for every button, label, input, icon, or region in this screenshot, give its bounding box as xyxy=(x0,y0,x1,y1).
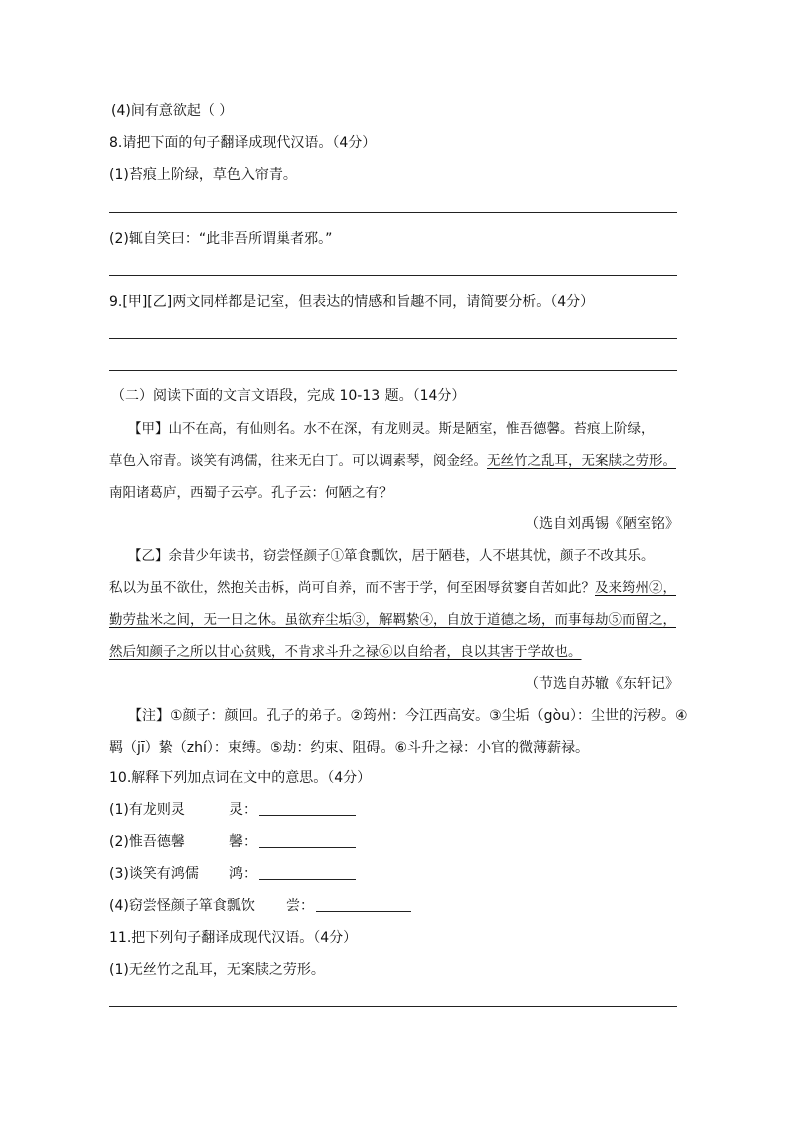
yi-line-1: 【乙】余昔少年读书，窃尝怪颜子①箪食瓢饮，居于陋巷，人不堪其忧，颜子不改其乐。 xyxy=(128,548,655,564)
q8-answer-line-1[interactable] xyxy=(109,212,677,213)
q11-title: 11.把下列句子翻译成现代汉语。（4分） xyxy=(109,930,358,946)
q7-item4 xyxy=(111,102,233,120)
jia-line-3: 南阳诸葛庐，西蜀子云亭。孔子云：何陋之有？ xyxy=(109,485,393,501)
q9-answer-line-1[interactable] xyxy=(109,338,677,339)
q10-item-3-answer xyxy=(229,865,356,883)
q10-item-1-blank[interactable] xyxy=(259,801,356,816)
jia-line-2a: 草色入帘青。谈笑有鸿儒，往来无白丁。可以调素琴，阅金经。 xyxy=(109,453,487,469)
jia-line-1: 【甲】山不在高，有仙则名。水不在深，有龙则灵。斯是陋室，惟吾德馨。苔痕上阶绿， xyxy=(128,421,655,437)
q10-item-1-answer xyxy=(229,801,356,819)
q8-answer-line-2[interactable] xyxy=(109,275,677,276)
q8-sentence-2: (2)辄自笑曰：“此非吾所谓巢者邪。” xyxy=(109,231,333,247)
q10-item-3-word: 鸿： xyxy=(229,866,257,882)
q10-item-2-answer xyxy=(229,833,356,851)
q10-item-3-question: (3)谈笑有鸿儒 xyxy=(109,866,199,882)
q10-item-2-word: 馨： xyxy=(229,834,257,850)
q7-item4-text: (4)间有意欲起 xyxy=(111,103,201,119)
q10-item-1-question: (1)有龙则灵 xyxy=(109,802,185,818)
jia-source: （选自刘禹锡《陋室铭》 xyxy=(525,516,679,532)
yi-line-2b-underlined: 及来筠州②， xyxy=(595,580,676,596)
q8-sentence-1: (1)苔痕上阶绿，草色入帘青。 xyxy=(109,167,297,183)
q10-item-4-word: 尝： xyxy=(286,898,314,914)
q10-item-4-answer xyxy=(286,897,411,915)
q10-item-4 xyxy=(109,897,255,915)
section2-title: （二）阅读下面的文言文语段，完成 10-13 题。（14分） xyxy=(111,388,466,404)
q11-sentence-1: (1)无丝竹之乱耳，无案牍之劳形。 xyxy=(109,962,325,978)
q10-item-2 xyxy=(109,833,185,851)
q10-item-3-blank[interactable] xyxy=(259,865,356,880)
q8-title: 8.请把下面的句子翻译成现代汉语。（4分） xyxy=(109,135,377,151)
jia-line-2b-underlined: 无丝竹之乱耳，无案牍之劳形。 xyxy=(487,453,676,469)
q10-item-2-question: (2)惟吾德馨 xyxy=(109,834,185,850)
yi-line-4-underlined: 然后知颜子之所以甘心贫贱，不肯求斗升之禄⑥以自给者，良以其害于学故也。 xyxy=(109,644,582,660)
yi-line-3-underlined: 勤劳盐米之间，无一日之休。虽欲弃尘垢③，解羁絷④，自放于道德之场，而事每劫⑤而留之， xyxy=(109,612,676,628)
q10-item-3 xyxy=(109,865,199,883)
q9-title: 9.[甲][乙]两文同样都是记室，但表达的情感和旨趣不同，请简要分析。（4分） xyxy=(109,294,595,310)
q10-title: 10.解释下列加点词在文中的意思。（4分） xyxy=(109,770,372,786)
yi-line-2 xyxy=(109,579,676,597)
yi-line-2a: 私以为虽不欲仕，然抱关击柝，尚可自养，而不害于学，何至困辱贫窭自苦如此？ xyxy=(109,580,595,596)
note-line-1: 【注】①颜子：颜回。孔子的弟子。②筠州：今江西高安。③尘垢（gòu）：尘世的污秽。④ xyxy=(128,708,688,724)
q10-item-4-question: (4)窃尝怪颜子箪食瓢饮 xyxy=(109,898,255,914)
jia-line-2 xyxy=(109,452,676,470)
q10-item-1 xyxy=(109,801,185,819)
q10-item-2-blank[interactable] xyxy=(259,833,356,848)
q10-item-4-blank[interactable] xyxy=(316,897,411,912)
q11-answer-line-1[interactable] xyxy=(109,1006,677,1007)
note-line-2: 羁（jī）絷（zhí）：束缚。⑤劫：约束、阻碍。⑥斗升之禄：小官的微薄薪禄。 xyxy=(109,740,589,756)
q7-item4-paren: （ ） xyxy=(200,103,234,119)
yi-source: （节选自苏辙《东轩记》 xyxy=(525,676,679,692)
q10-item-1-word: 灵： xyxy=(229,802,257,818)
q9-answer-line-2[interactable] xyxy=(109,370,677,371)
